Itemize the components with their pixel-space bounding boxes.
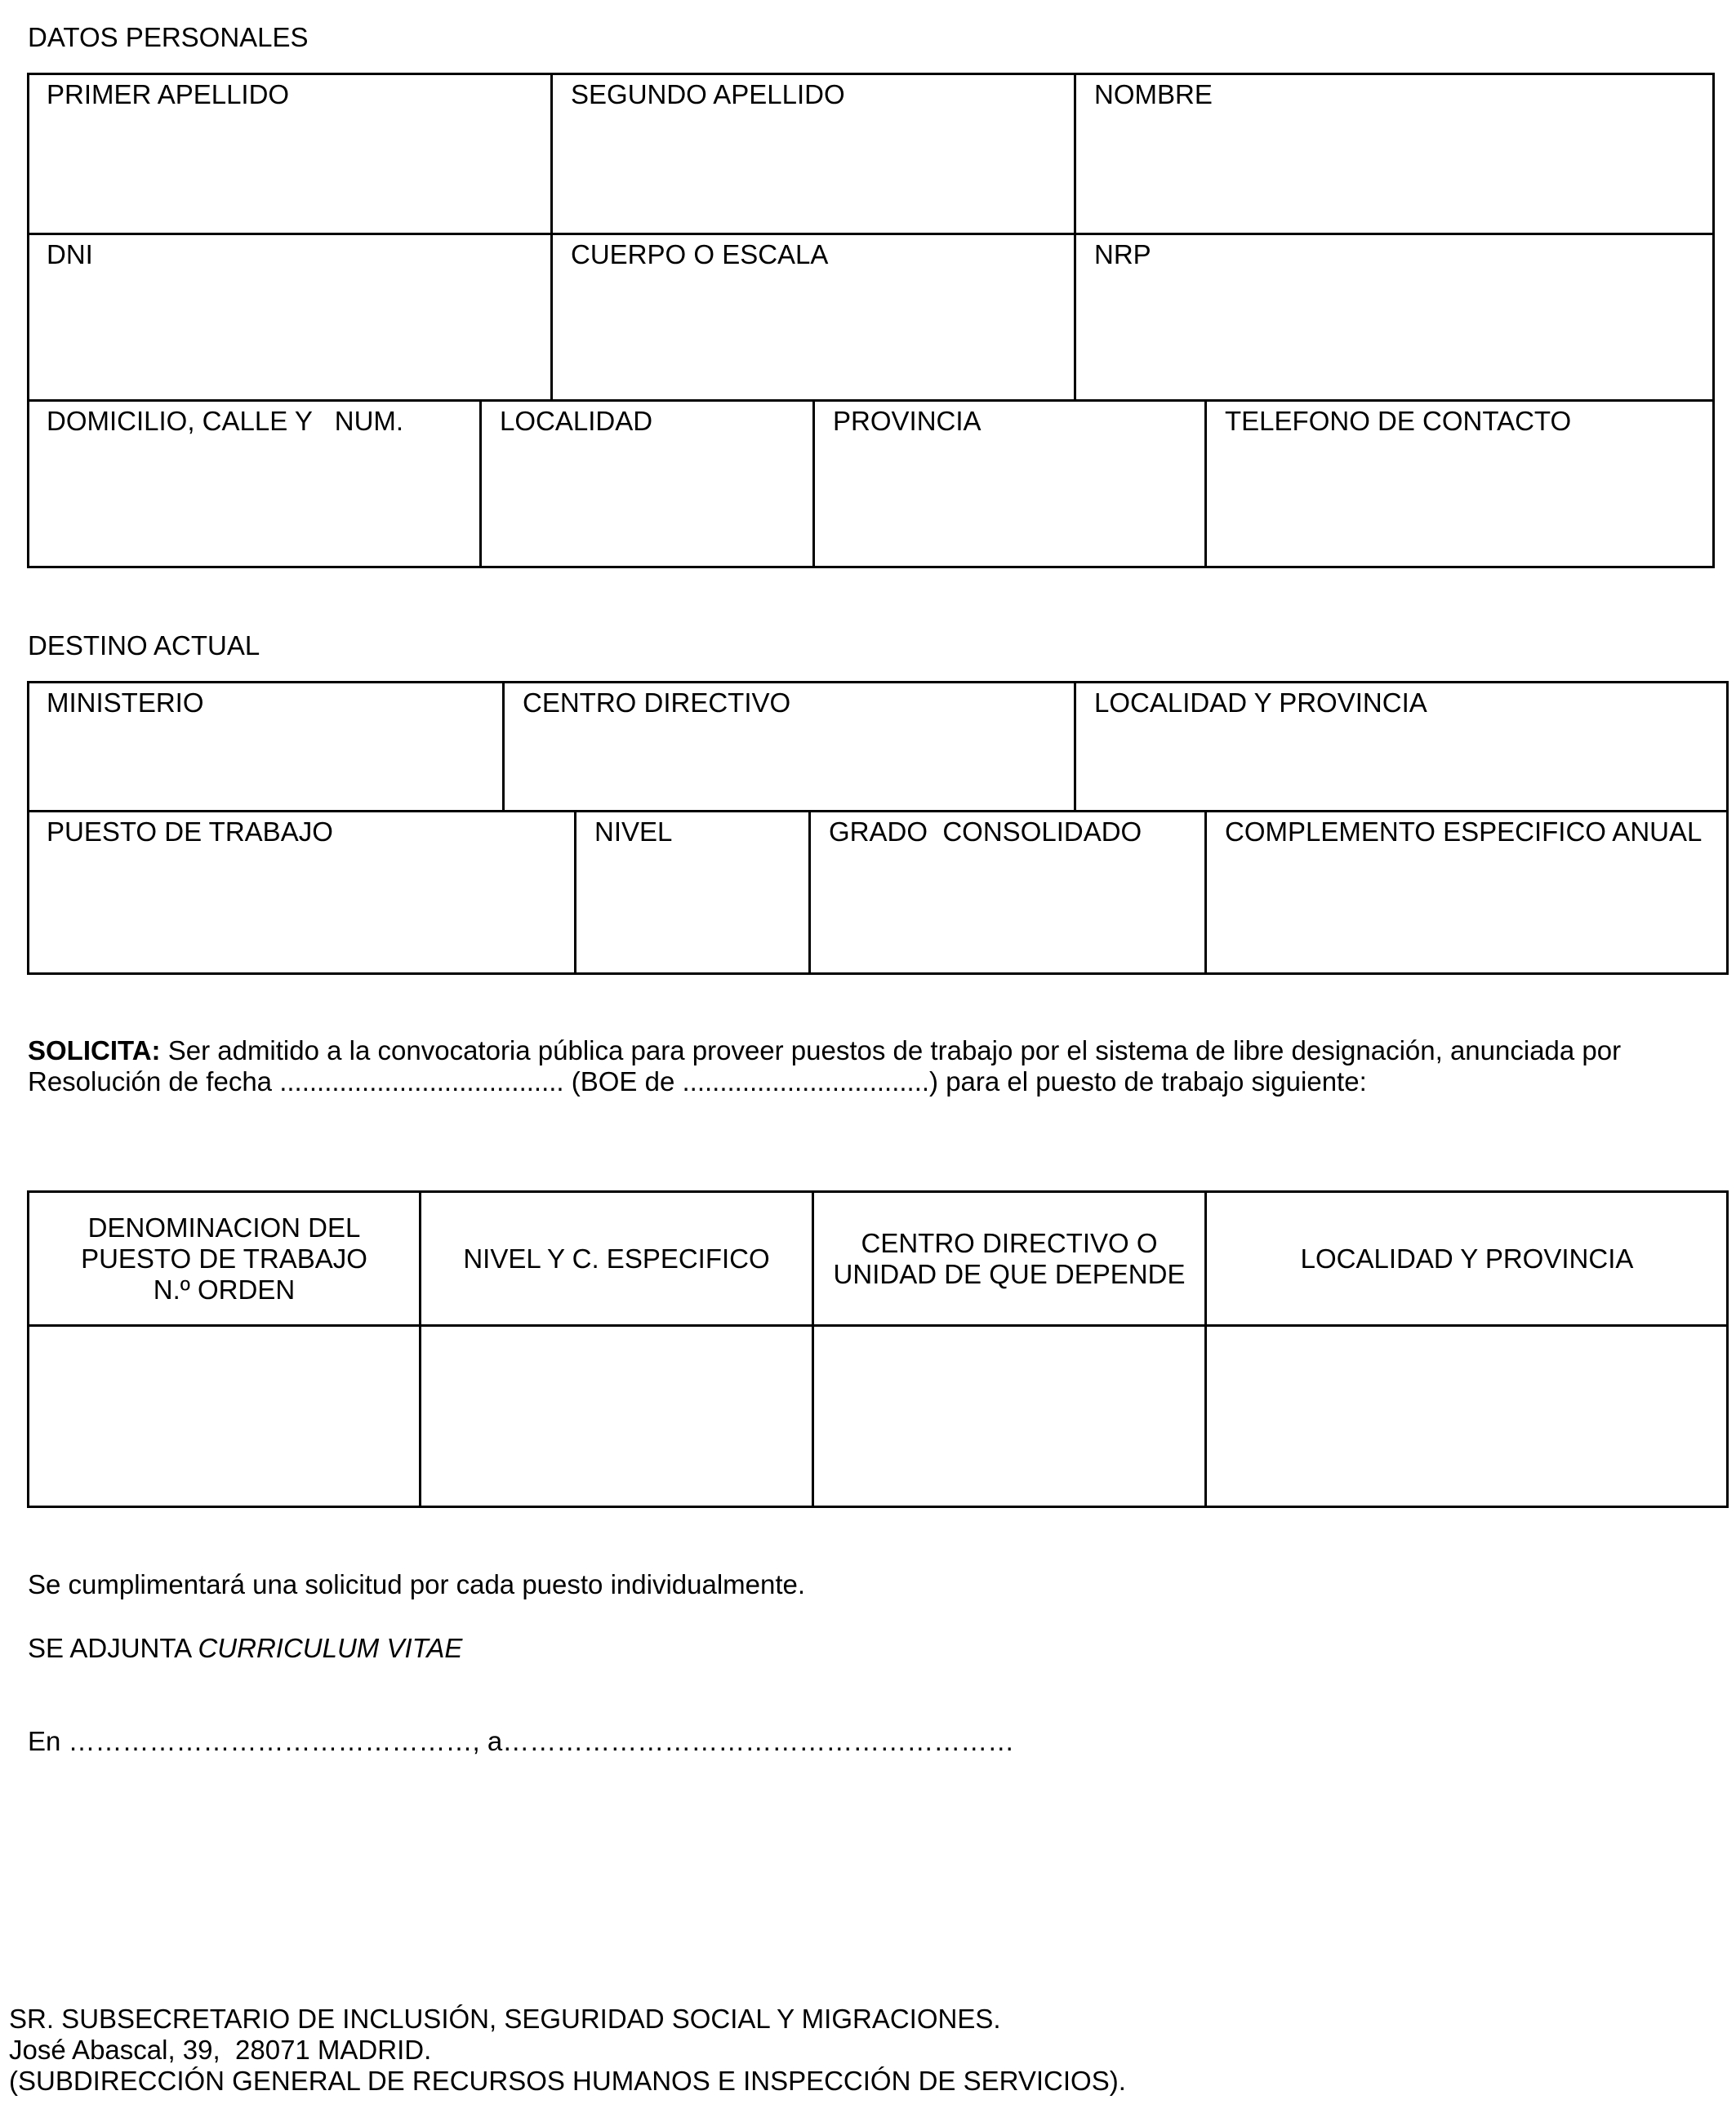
- address-line-2: José Abascal, 39, 28071 MADRID.: [9, 2035, 432, 2065]
- field-nivel[interactable]: [576, 812, 808, 973]
- field-localidad[interactable]: [482, 402, 812, 567]
- field-label-localidad-provincia: LOCALIDAD Y PROVINCIA: [1094, 687, 1427, 718]
- field-label-provincia: PROVINCIA: [833, 406, 982, 436]
- field-nombre[interactable]: [1076, 75, 1713, 233]
- solicita-text-line-2: Resolución de fecha ...................................... (BOE de .................................) para el puesto de trabajo siguiente:: [28, 1066, 1367, 1097]
- note-adjunta-curriculum: [28, 1633, 462, 1664]
- note-adjunta-prefix: SE ADJUNTA: [28, 1633, 198, 1663]
- section-title-datos-personales: DATOS PERSONALES: [28, 22, 309, 52]
- note-adjunta-italic: CURRICULUM VITAE: [198, 1633, 463, 1663]
- field-label-complemento: COMPLEMENTO ESPECIFICO ANUAL: [1225, 816, 1703, 847]
- field-complemento[interactable]: [1207, 812, 1727, 973]
- field-label-grado-consolidado: GRADO CONSOLIDADO: [829, 816, 1142, 847]
- input-denominacion[interactable]: [29, 1327, 419, 1506]
- section-title-destino-actual: DESTINO ACTUAL: [28, 630, 260, 661]
- field-label-primer-apellido: PRIMER APELLIDO: [47, 79, 290, 109]
- solicita-paragraph: [28, 1035, 1718, 1097]
- field-nrp[interactable]: [1076, 235, 1713, 399]
- place-date-line[interactable]: En ………………………………………, a…………………………………………………: [28, 1726, 1015, 1756]
- field-segundo-apellido[interactable]: [553, 75, 1074, 233]
- header-denominacion-text: [81, 1212, 367, 1306]
- input-centro-directivo[interactable]: [814, 1327, 1204, 1506]
- header-centro-directivo-text: [834, 1228, 1186, 1290]
- field-label-localidad: LOCALIDAD: [500, 406, 653, 436]
- field-label-dni: DNI: [47, 239, 93, 269]
- field-cuerpo-escala[interactable]: [553, 235, 1074, 399]
- header-localidad-provincia: [1207, 1193, 1727, 1324]
- header-denominacion-line-1: DENOMINACION DEL: [87, 1212, 361, 1243]
- solicita-label: SOLICITA:: [28, 1035, 161, 1065]
- field-label-nivel: NIVEL: [594, 816, 673, 847]
- header-denominacion: [29, 1193, 419, 1324]
- address-line-1: SR. SUBSECRETARIO DE INCLUSIÓN, SEGURIDAD SOCIAL Y MIGRACIONES.: [9, 2004, 1001, 2034]
- field-puesto-trabajo[interactable]: [29, 812, 574, 973]
- input-localidad-provincia[interactable]: [1207, 1327, 1727, 1506]
- field-dni[interactable]: [29, 235, 550, 399]
- field-localidad-provincia[interactable]: [1076, 683, 1727, 810]
- input-nivel-especifico[interactable]: [421, 1327, 812, 1506]
- solicita-line-2: [28, 1066, 1718, 1097]
- solicita-line-1: [28, 1035, 1718, 1066]
- field-label-segundo-apellido: SEGUNDO APELLIDO: [571, 79, 845, 109]
- field-primer-apellido[interactable]: [29, 75, 550, 233]
- address-line-3: (SUBDIRECCIÓN GENERAL DE RECURSOS HUMANOS E INSPECCIÓN DE SERVICIOS).: [9, 2066, 1126, 2096]
- header-nivel-especifico-text: NIVEL Y C. ESPECIFICO: [463, 1243, 770, 1274]
- header-centro-directivo: [814, 1193, 1204, 1324]
- header-denominacion-line-3: N.º ORDEN: [153, 1274, 296, 1305]
- header-denominacion-line-2: PUESTO DE TRABAJO: [81, 1243, 367, 1274]
- field-telefono[interactable]: [1207, 402, 1713, 567]
- field-centro-directivo[interactable]: [505, 683, 1074, 810]
- field-label-nombre: NOMBRE: [1094, 79, 1213, 109]
- field-label-telefono: TELEFONO DE CONTACTO: [1225, 406, 1572, 436]
- field-label-cuerpo-escala: CUERPO O ESCALA: [571, 239, 829, 269]
- field-label-domicilio: DOMICILIO, CALLE Y NUM.: [47, 406, 404, 436]
- field-grado-consolidado[interactable]: [811, 812, 1204, 973]
- header-centro-directivo-line-2: UNIDAD DE QUE DEPENDE: [833, 1258, 1186, 1289]
- field-provincia[interactable]: [815, 402, 1204, 567]
- header-centro-directivo-line-1: CENTRO DIRECTIVO O: [861, 1227, 1158, 1258]
- field-label-nrp: NRP: [1094, 239, 1151, 269]
- field-domicilio[interactable]: [29, 402, 479, 567]
- field-label-ministerio: MINISTERIO: [47, 687, 204, 718]
- address-block: [9, 2004, 1126, 2097]
- field-ministerio[interactable]: [29, 683, 502, 810]
- header-localidad-provincia-text: LOCALIDAD Y PROVINCIA: [1300, 1243, 1634, 1274]
- note-una-solicitud: Se cumplimentará una solicitud por cada puesto individualmente.: [28, 1569, 806, 1599]
- field-label-puesto-trabajo: PUESTO DE TRABAJO: [47, 816, 333, 847]
- solicita-text-line-1: Ser admitido a la convocatoria pública para proveer puestos de trabajo por el sistema de libre designación, anunciada por: [160, 1035, 1622, 1065]
- header-nivel-especifico: [421, 1193, 812, 1324]
- field-label-centro-directivo: CENTRO DIRECTIVO: [523, 687, 791, 718]
